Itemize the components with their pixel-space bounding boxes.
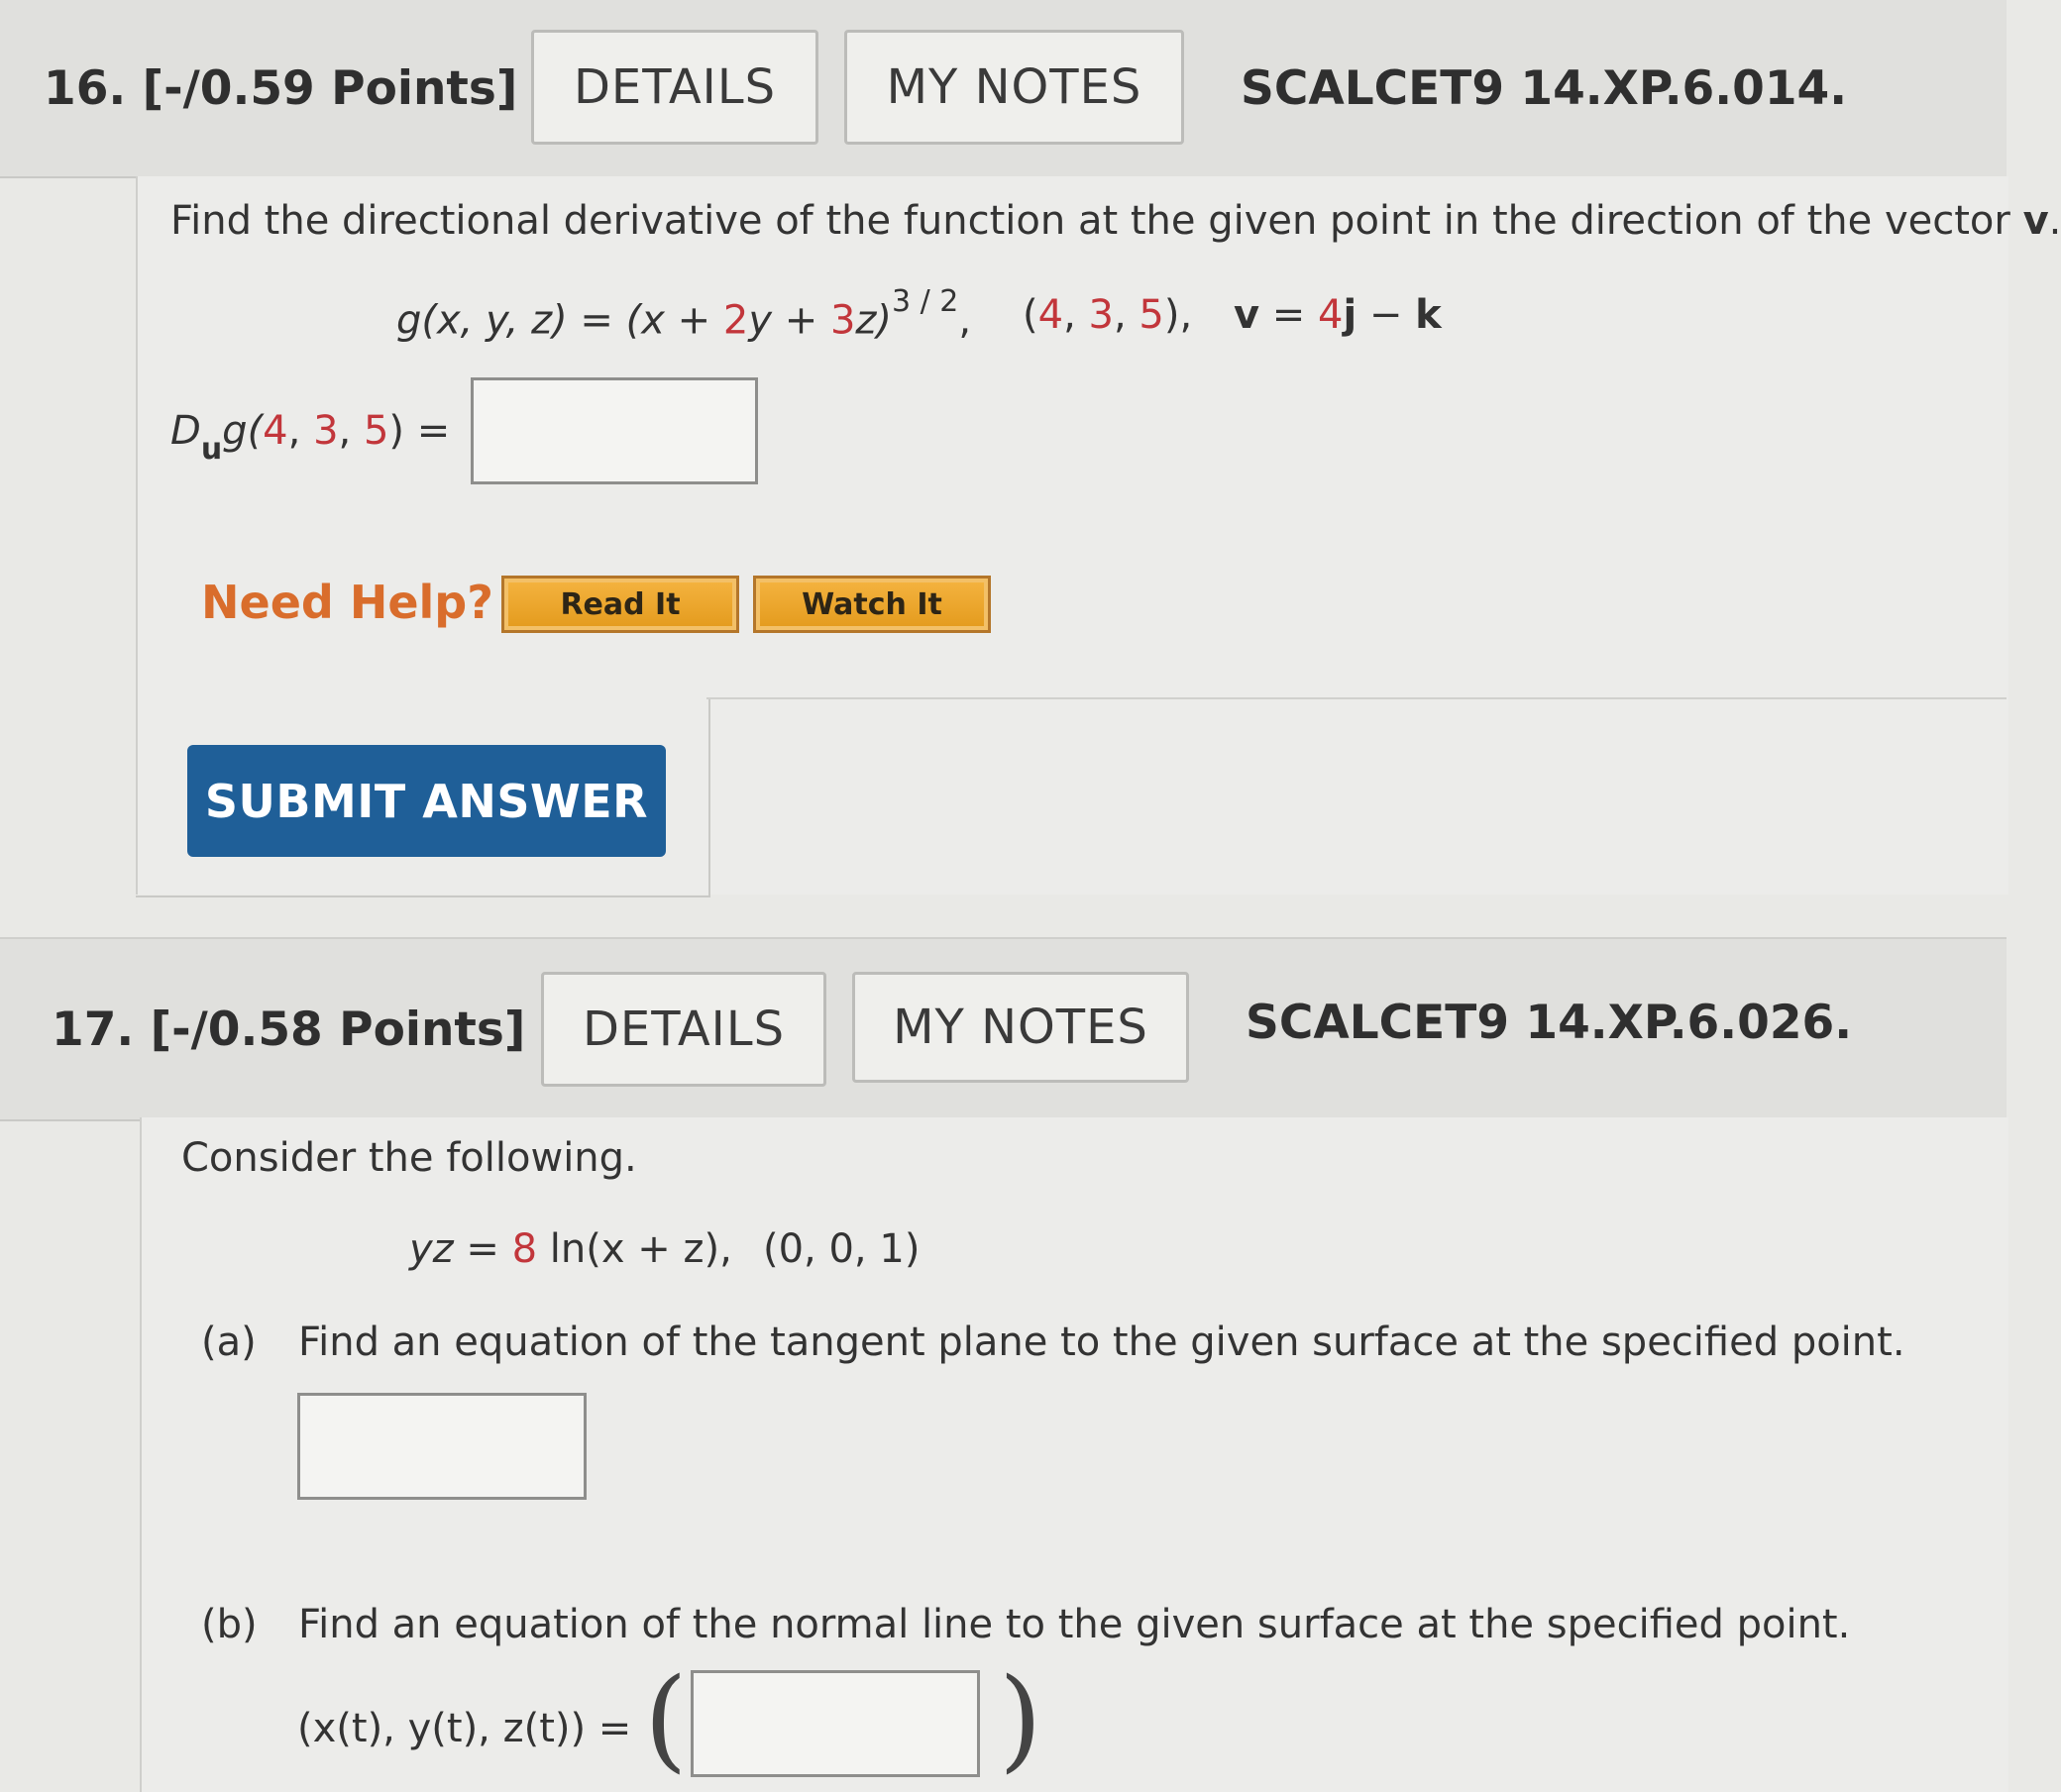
normal-line-open-paren: (	[644, 1655, 688, 1784]
question-16-prompt: Find the directional derivative of the function at the given point in the direction of the vector v.	[170, 198, 2061, 244]
question-17-point: (0, 0, 1)	[763, 1226, 921, 1272]
question-17-details-button[interactable]: DETAILS	[541, 972, 826, 1087]
question-16-submit-answer-button[interactable]: SUBMIT ANSWER	[187, 745, 666, 857]
question-17-my-notes-button[interactable]: MY NOTES	[852, 972, 1189, 1083]
question-17-normal-line-label: (x(t), y(t), z(t)) =	[297, 1706, 632, 1751]
question-16-point: (4, 3, 5),	[1023, 292, 1193, 338]
question-17-number: 17.	[52, 1002, 135, 1057]
question-17-part-a-label: (a)	[201, 1319, 257, 1365]
question-17-part-b-text: Find an equation of the normal line to the given surface at the specified point.	[298, 1602, 1851, 1647]
question-16-number: 16.	[44, 61, 127, 116]
question-16-details-button[interactable]: DETAILS	[531, 30, 818, 145]
normal-line-close-paren: )	[999, 1655, 1042, 1784]
question-16-answer-input[interactable]	[471, 377, 758, 484]
question-16-watch-it-button[interactable]: Watch It	[753, 576, 991, 633]
question-17-part-b-label: (b)	[201, 1602, 258, 1647]
question-16-title	[44, 61, 517, 116]
question-16-divider	[706, 697, 2007, 699]
question-17-part-b-answer-input[interactable]	[691, 1670, 980, 1777]
question-16-function: g(x, y, $z) = (x + 2y + 3z)^{3 / 2}$,	[396, 284, 972, 344]
question-16-read-it-button[interactable]: Read It	[501, 576, 739, 633]
question-16-derivative-label: $D_ug(4$, 3, 5) =	[170, 408, 451, 467]
question-16-vector: v = 4j − k	[1234, 292, 1442, 338]
question-16-my-notes-button[interactable]: MY NOTES	[844, 30, 1184, 145]
question-16-code: SCALCET9 14.XP.6.014.	[1241, 61, 1848, 116]
question-17-intro: Consider the following.	[181, 1135, 637, 1181]
question-17-title	[52, 1002, 525, 1057]
question-17-part-a-answer-input[interactable]	[297, 1393, 587, 1500]
question-17-points: [-/0.58 Points]	[150, 1002, 526, 1057]
question-16-points: [-/0.59 Points]	[142, 61, 518, 116]
question-17-equation: yz = 8 ln(x + z),	[409, 1226, 732, 1272]
question-17-code: SCALCET9 14.XP.6.026.	[1246, 996, 1853, 1050]
question-17-part-a-text: Find an equation of the tangent plane to the given surface at the specified point.	[298, 1319, 1905, 1365]
question-16-need-help: Need Help?	[201, 576, 493, 629]
